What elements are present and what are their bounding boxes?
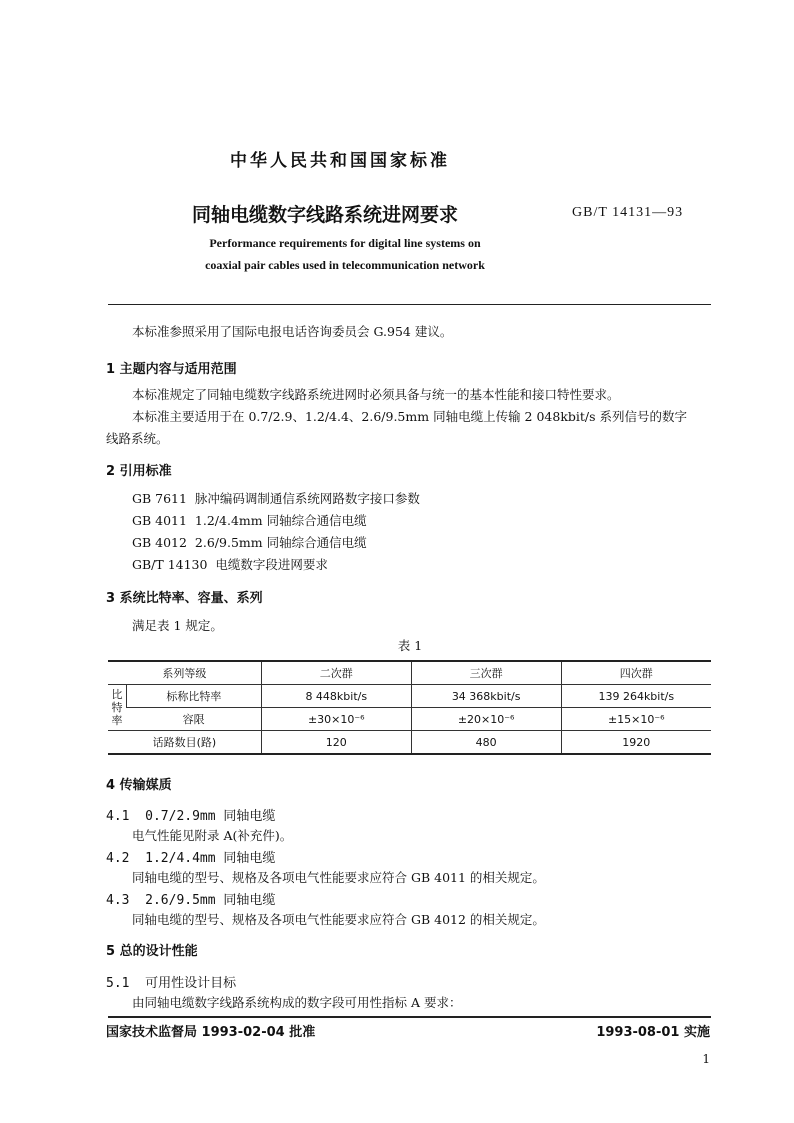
table-group-label: 比特率	[108, 685, 126, 731]
reference-item	[132, 533, 367, 553]
intro-paragraph: 本标准参照采用了国际电报电话咨询委员会 G.954 建议。	[132, 324, 453, 339]
table-cell: 1920	[561, 731, 711, 755]
subsection-5-1-title	[106, 972, 236, 991]
subsection-5-1-text: 由同轴电缆数字线路系统构成的数字段可用性指标 A 要求：	[132, 995, 462, 1010]
section-5-heading: 5 总的设计性能	[106, 944, 198, 959]
table-row-label: 话路数目(路)	[108, 731, 261, 755]
subsection-title: 0.7/2.9mm 同轴电缆	[145, 809, 276, 824]
reference-item	[132, 511, 367, 531]
subsection-4-1-text: 电气性能见附录 A(补充件)。	[132, 828, 293, 843]
table-header-cell: 三次群	[411, 661, 561, 685]
subsection-title: 2.6/9.5mm 同轴电缆	[145, 893, 276, 908]
national-standard-label: 中华人民共和国国家标准	[230, 151, 450, 171]
reference-title: 2.6/9.5mm 同轴综合通信电缆	[194, 535, 367, 550]
effective-date: 1993-08-01 实施	[596, 1025, 710, 1040]
table-row	[108, 708, 711, 731]
table-row-label: 容限	[126, 708, 261, 731]
subsection-title: 1.2/4.4mm 同轴电缆	[145, 851, 276, 866]
table-cell: ±30×10⁻⁶	[261, 708, 411, 731]
section-1-paragraph-1: 本标准规定了同轴电缆数字线路系统进网时必须具备与统一的基本性能和接口特性要求。	[132, 387, 620, 402]
reference-code: GB 4011	[132, 513, 187, 528]
subsection-4-1-title	[106, 805, 275, 824]
table-row	[108, 685, 711, 708]
page-number: 1	[702, 1052, 710, 1066]
reference-item	[132, 489, 420, 509]
subsection-title: 可用性设计目标	[145, 976, 237, 991]
table-caption: 表 1	[397, 638, 423, 653]
section-4-heading: 4 传输媒质	[106, 778, 172, 793]
reference-code: GB/T 14130	[132, 557, 208, 572]
subsection-4-3-text: 同轴电缆的型号、规格及各项电气性能要求应符合 GB 4012 的相关规定。	[132, 912, 545, 927]
section-1-paragraph-2-cont: 线路系统。	[106, 431, 169, 446]
table-header-cell: 二次群	[261, 661, 411, 685]
table-header-cell: 系列等级	[108, 661, 261, 685]
subsection-4-3-title	[106, 889, 275, 908]
document-title: 同轴电缆数字线路系统进网要求	[192, 204, 459, 226]
table-1	[108, 660, 711, 755]
english-title-line-1: Performance requirements for digital line systems on	[209, 236, 481, 250]
reference-title: 电缆数字段进网要求	[215, 557, 328, 572]
reference-code: GB 7611	[132, 491, 187, 506]
standard-code: GB/T 14131—93	[572, 205, 684, 220]
table-row-label: 标称比特率	[126, 685, 261, 708]
subsection-number: 4.1	[106, 809, 130, 824]
table-cell: ±15×10⁻⁶	[561, 708, 711, 731]
table-cell: ±20×10⁻⁶	[411, 708, 561, 731]
table-header-row	[108, 661, 711, 685]
table-cell: 480	[411, 731, 561, 755]
table-header-cell: 四次群	[561, 661, 711, 685]
table-cell: 139 264kbit/s	[561, 685, 711, 708]
reference-item	[132, 555, 328, 575]
table-cell: 8 448kbit/s	[261, 685, 411, 708]
footer-divider	[108, 1016, 711, 1018]
subsection-4-2-title	[106, 847, 275, 866]
section-3-heading: 3 系统比特率、容量、系列	[106, 591, 263, 606]
table-cell: 120	[261, 731, 411, 755]
subsection-number: 5.1	[106, 976, 130, 991]
reference-title: 1.2/4.4mm 同轴综合通信电缆	[194, 513, 367, 528]
section-1-heading: 1 主题内容与适用范围	[106, 362, 237, 377]
subsection-number: 4.3	[106, 893, 130, 908]
table-row	[108, 731, 711, 755]
english-title-line-2: coaxial pair cables used in telecommunication network	[205, 258, 485, 272]
header-divider	[108, 304, 711, 305]
reference-title: 脉冲编码调制通信系统网路数字接口参数	[194, 491, 420, 506]
subsection-number: 4.2	[106, 851, 130, 866]
subsection-4-2-text: 同轴电缆的型号、规格及各项电气性能要求应符合 GB 4011 的相关规定。	[132, 870, 545, 885]
approval-line: 国家技术监督局 1993-02-04 批准	[106, 1025, 316, 1040]
section-3-text: 满足表 1 规定。	[132, 618, 223, 633]
reference-code: GB 4012	[132, 535, 187, 550]
section-2-heading: 2 引用标准	[106, 464, 172, 479]
section-1-paragraph-2: 本标准主要适用于在 0.7/2.9、1.2/4.4、2.6/9.5mm 同轴电缆上传输 2 048kbit/s 系列信号的数字	[132, 409, 688, 424]
table-cell: 34 368kbit/s	[411, 685, 561, 708]
